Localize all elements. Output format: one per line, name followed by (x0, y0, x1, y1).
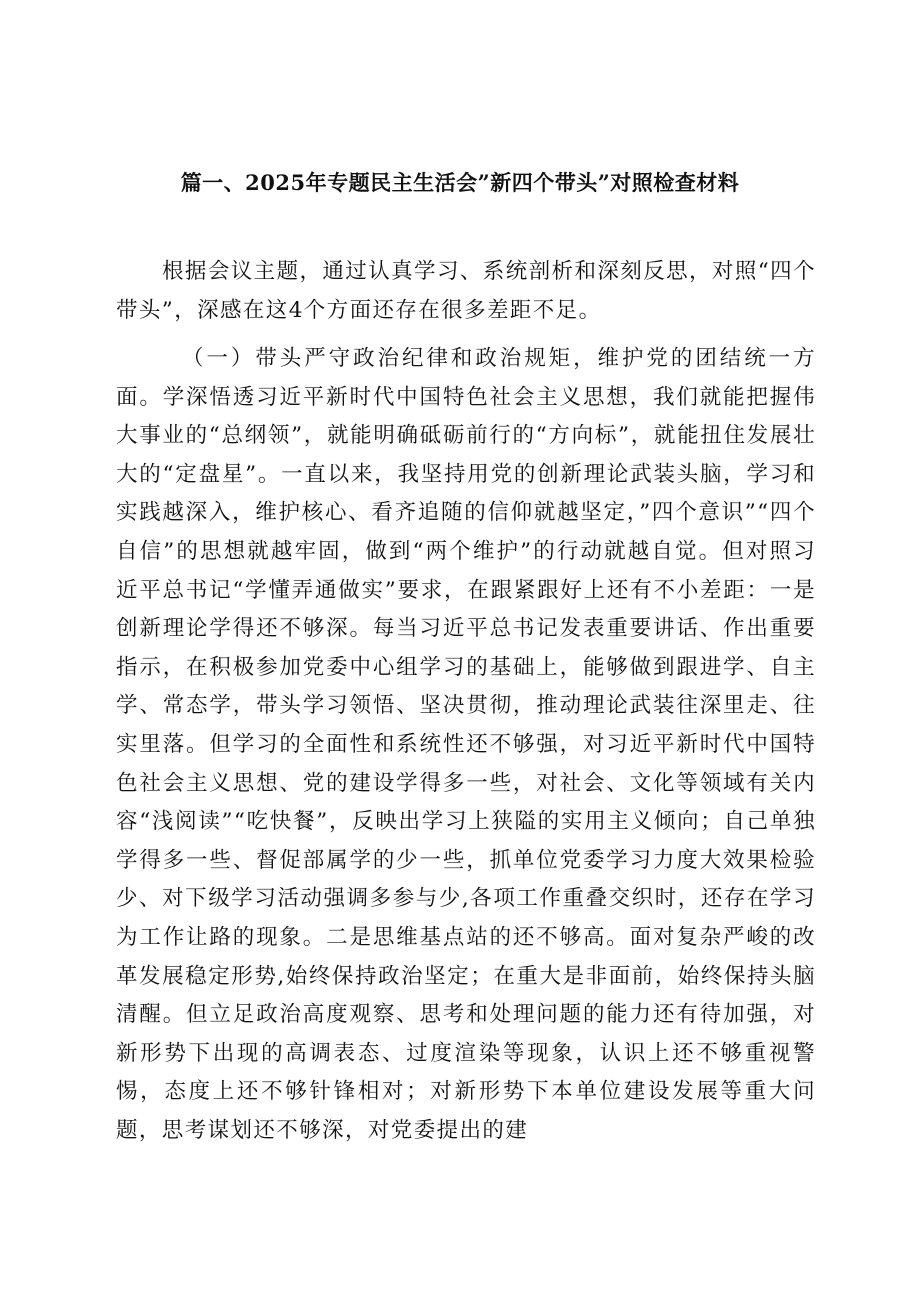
intro-paragraph-block (116, 253, 816, 330)
section-one-paragraph-block (116, 340, 816, 1150)
intro-paragraph: 根据会议主题，通过认真学习、系统剖析和深刻反思，对照“四个带头”，深感在这4个方面还存在很多差距不足。 (116, 259, 816, 323)
document-title: 篇一、2025年专题民主生活会”新四个带头”对照检查材料 (180, 170, 740, 195)
section-one-paragraph: （一）带头严守政治纪律和政治规矩，维护党的团结统一方面。学深悟透习近平新时代中国特色社会主义思想，我们就能把握伟大事业的“总纲领”，就能明确砥砺前行的“方向标”，就能扭住发展壮大的“定盘星”。一直以来，我坚持用党的创新理论武装头脑，学习和实践越深入，维护核心、看齐追随的信仰就越坚定，”四个意识”“四个自信”的思想就越牢固，做到“两个维护”的行动就越自觉。但对照习近平总书记“学懂弄通做实”要求，在跟紧跟好上还有不小差距：一是创新理论学得还不够深。每当习近平总书记发表重要讲话、作出重要指示，在积极参加党委中心组学习的基础上，能够做到跟进学、自主学、常态学，带头学习领悟、坚决贯彻，推动理论武装往深里走、往实里落。但学习的全面性和系统性还不够强，对习近平新时代中国特色社会主义思想、党的建设学得多一些，对社会、文化等领域有关内容“浅阅读”“吃快餐”，反映出学习上狭隘的实用主义倾向；自己单独学得多一些、督促部属学的少一些，抓单位党委学习力度大效果检验少、对下级学习活动强调多参与少,各项工作重叠交织时，还存在学习为工作让路的现象。二是思维基点站的还不够高。面对复杂严峻的改革发展稳定形势,始终保持政治坚定；在重大是非面前，始终保持头脑清醒。但立足政治高度观察、思考和处理问题的能力还有待加强，对新形势下出现的高调表态、过度渲染等现象，认识上还不够重视警惕，态度上还不够针锋相对；对新形势下本单位建设发展等重大问题，思考谋划还不够深，对党委提出的建 (116, 346, 816, 1143)
